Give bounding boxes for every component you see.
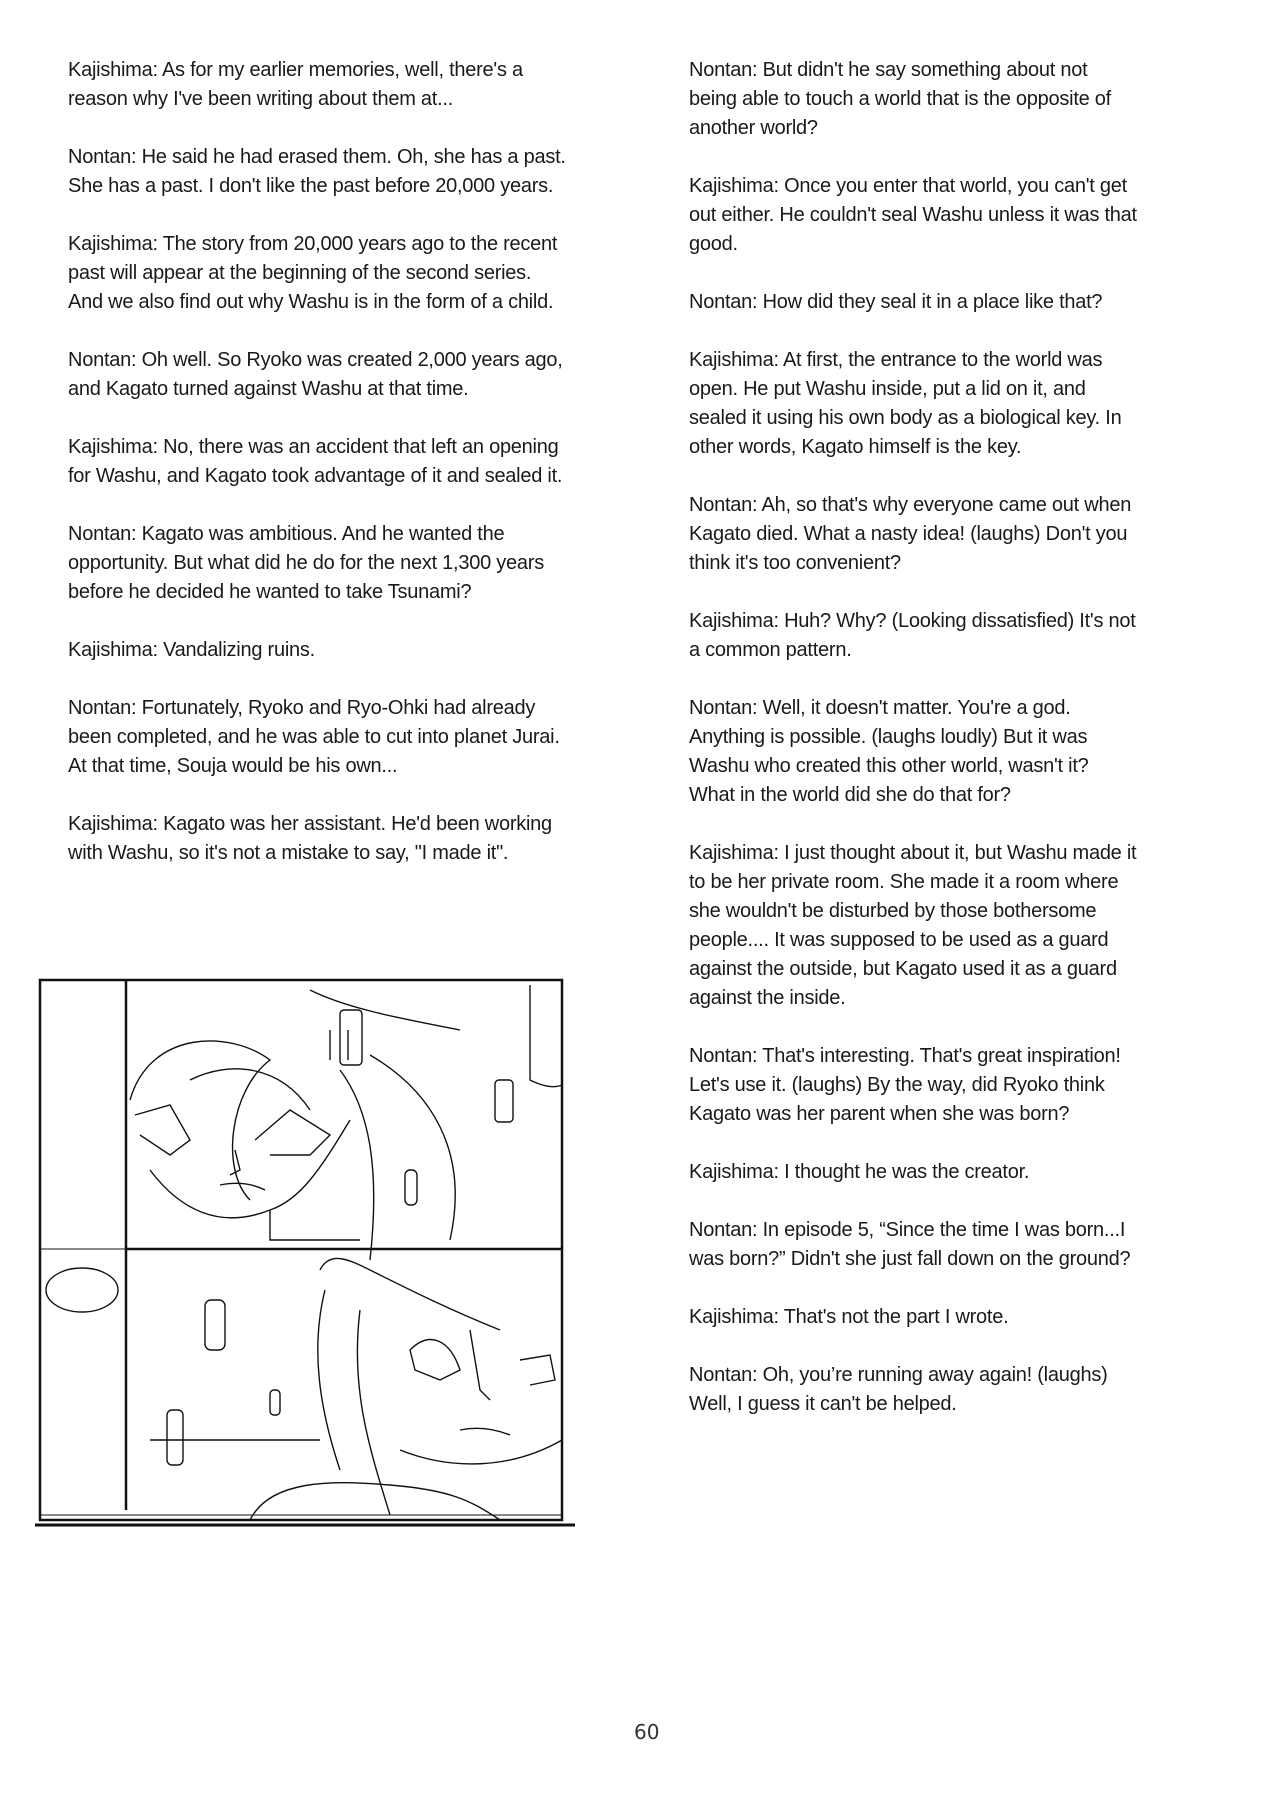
- text-line: Kajishima: Kagato was her assistant. He'd been working: [68, 813, 552, 835]
- text-line: She has a past. I don't like the past before 20,000 years.: [68, 175, 554, 197]
- text-line: with Washu, so it's not a mistake to say, "I made it".: [68, 842, 509, 864]
- left-text-column: [68, 56, 638, 897]
- text-line: good.: [689, 233, 738, 255]
- text-line: Kajishima: Huh? Why? (Looking dissatisfied) It's not: [689, 610, 1136, 632]
- dialogue-paragraph: [689, 491, 1249, 578]
- dialogue-paragraph: [689, 1303, 1249, 1332]
- text-line: Kajishima: I thought he was the creator.: [689, 1161, 1030, 1183]
- dialogue-paragraph: [68, 810, 638, 868]
- text-line: to be her private room. She made it a room where: [689, 871, 1119, 893]
- text-line: Kajishima: That's not the part I wrote.: [689, 1306, 1009, 1328]
- text-line: Kajishima: At first, the entrance to the world was: [689, 349, 1103, 371]
- text-line: she wouldn't be disturbed by those bothersome: [689, 900, 1097, 922]
- right-text-column: [689, 56, 1249, 1448]
- text-line: Kagato was her parent when she was born?: [689, 1103, 1070, 1125]
- dialogue-paragraph: [689, 607, 1249, 665]
- text-line: Nontan: Well, it doesn't matter. You're a god.: [689, 697, 1071, 719]
- text-line: Washu who created this other world, wasn't it?: [689, 755, 1089, 777]
- text-line: Nontan: Oh, you’re running away again! (laughs): [689, 1364, 1108, 1386]
- text-line: out either. He couldn't seal Washu unless it was that: [689, 204, 1137, 226]
- text-line: Kajishima: No, there was an accident that left an opening: [68, 436, 559, 458]
- text-line: And we also find out why Washu is in the form of a child.: [68, 291, 554, 313]
- text-line: Nontan: He said he had erased them. Oh, she has a past.: [68, 146, 566, 168]
- text-line: being able to touch a world that is the opposite of: [689, 88, 1111, 110]
- text-line: reason why I've been writing about them at...: [68, 88, 454, 110]
- text-line: At that time, Souja would be his own...: [68, 755, 398, 777]
- text-line: sealed it using his own body as a biological key. In: [689, 407, 1122, 429]
- dialogue-paragraph: [689, 172, 1249, 259]
- dialogue-paragraph: [68, 694, 638, 781]
- text-line: Kajishima: Once you enter that world, you can't get: [689, 175, 1127, 197]
- text-line: Nontan: Kagato was ambitious. And he wanted the: [68, 523, 505, 545]
- text-line: Kajishima: The story from 20,000 years ago to the recent: [68, 233, 558, 255]
- text-line: opportunity. But what did he do for the next 1,300 years: [68, 552, 544, 574]
- dialogue-paragraph: [68, 56, 638, 114]
- text-line: Nontan: That's interesting. That's great inspiration!: [689, 1045, 1121, 1067]
- dialogue-paragraph: [68, 636, 638, 665]
- dialogue-paragraph: [689, 56, 1249, 143]
- text-line: against the inside.: [689, 987, 846, 1009]
- character-face-bottom: [46, 1258, 562, 1520]
- page-number: 60: [634, 1720, 660, 1744]
- text-line: Nontan: Fortunately, Ryoko and Ryo-Ohki had already: [68, 697, 536, 719]
- text-line: Nontan: Oh well. So Ryoko was created 2,000 years ago,: [68, 349, 563, 371]
- text-line: other words, Kagato himself is the key.: [689, 436, 1022, 458]
- text-line: was born?” Didn't she just fall down on the ground?: [689, 1248, 1131, 1270]
- text-line: past will appear at the beginning of the second series.: [68, 262, 532, 284]
- text-line: a common pattern.: [689, 639, 852, 661]
- dialogue-paragraph: [689, 839, 1249, 1013]
- text-line: Well, I guess it can't be helped.: [689, 1393, 957, 1415]
- text-line: against the outside, but Kagato used it as a guard: [689, 958, 1117, 980]
- dialogue-paragraph: [689, 1361, 1249, 1419]
- text-line: think it's too convenient?: [689, 552, 901, 574]
- text-line: and Kagato turned against Washu at that time.: [68, 378, 469, 400]
- dialogue-paragraph: [68, 520, 638, 607]
- dialogue-paragraph: [689, 1216, 1249, 1274]
- character-face-top: [130, 985, 562, 1260]
- text-line: before he decided he wanted to take Tsunami?: [68, 581, 472, 603]
- dialogue-paragraph: [68, 230, 638, 317]
- dialogue-paragraph: [689, 1042, 1249, 1129]
- text-line: Nontan: But didn't he say something about not: [689, 59, 1088, 81]
- dialogue-paragraph: [689, 288, 1249, 317]
- text-line: Kagato died. What a nasty idea! (laughs) Don't you: [689, 523, 1128, 545]
- dialogue-paragraph: [689, 346, 1249, 462]
- text-line: What in the world did she do that for?: [689, 784, 1011, 806]
- text-line: for Washu, and Kagato took advantage of it and sealed it.: [68, 465, 563, 487]
- storyboard-sketch: [30, 970, 575, 1540]
- dialogue-paragraph: [68, 143, 638, 201]
- text-line: people.... It was supposed to be used as a guard: [689, 929, 1109, 951]
- text-line: Kajishima: Vandalizing ruins.: [68, 639, 315, 661]
- dialogue-paragraph: [689, 1158, 1249, 1187]
- text-line: open. He put Washu inside, put a lid on it, and: [689, 378, 1086, 400]
- text-line: another world?: [689, 117, 818, 139]
- text-line: Kajishima: I just thought about it, but Washu made it: [689, 842, 1137, 864]
- text-line: been completed, and he was able to cut into planet Jurai.: [68, 726, 560, 748]
- text-line: Nontan: In episode 5, “Since the time I was born...I: [689, 1219, 1126, 1241]
- text-line: Anything is possible. (laughs loudly) But it was: [689, 726, 1088, 748]
- text-line: Nontan: Ah, so that's why everyone came out when: [689, 494, 1132, 516]
- dialogue-paragraph: [68, 433, 638, 491]
- dialogue-paragraph: [68, 346, 638, 404]
- dialogue-paragraph: [689, 694, 1249, 810]
- text-line: Let's use it. (laughs) By the way, did Ryoko think: [689, 1074, 1105, 1096]
- text-line: Nontan: How did they seal it in a place like that?: [689, 291, 1103, 313]
- panel-frame: [35, 980, 575, 1525]
- text-line: Kajishima: As for my earlier memories, well, there's a: [68, 59, 523, 81]
